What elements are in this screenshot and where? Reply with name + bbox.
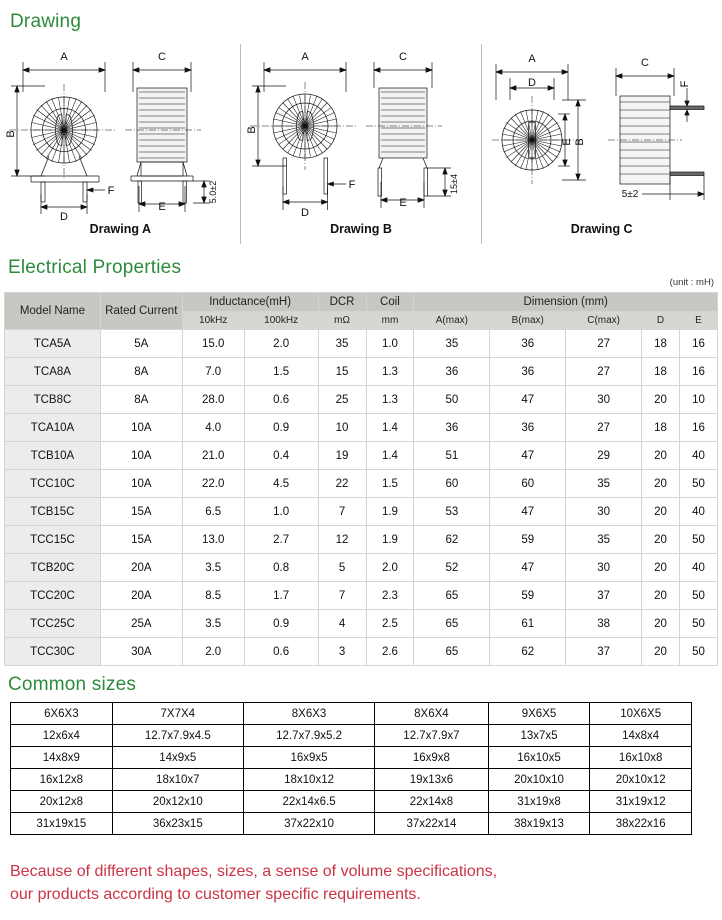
- cell-inductance-10khz: 13.0: [182, 526, 244, 554]
- cell-dim-e: 50: [679, 526, 717, 554]
- cell-dim-a: 53: [414, 498, 490, 526]
- common-sizes-table: [10, 702, 692, 835]
- cell-dim-d: 18: [642, 358, 680, 386]
- cell-dim-c: 38: [566, 610, 642, 638]
- col-dim-a: A(max): [414, 312, 490, 330]
- cell-dim-b: 47: [490, 442, 566, 470]
- common-size-cell: 36x23x15: [112, 813, 243, 835]
- common-size-cell: 38x22x16: [590, 813, 692, 835]
- cell-coil: 1.0: [366, 330, 414, 358]
- cell-model-name: TCC25C: [5, 610, 101, 638]
- common-size-cell: 22x14x6.5: [243, 791, 374, 813]
- cell-dim-d: 20: [642, 638, 680, 666]
- drawing-section-title: Drawing: [10, 11, 82, 32]
- cell-inductance-100khz: 2.7: [244, 526, 318, 554]
- cell-dim-a: 62: [414, 526, 490, 554]
- dim-label-f: F: [679, 80, 691, 88]
- cell-inductance-100khz: 0.6: [244, 386, 318, 414]
- common-size-cell: 8X6X3: [243, 703, 374, 725]
- cell-dim-c: 30: [566, 554, 642, 582]
- cell-model-name: TCA5A: [5, 330, 101, 358]
- cell-coil: 1.3: [366, 358, 414, 386]
- cell-inductance-100khz: 1.7: [244, 582, 318, 610]
- cell-dim-b: 59: [490, 526, 566, 554]
- cell-coil: 2.6: [366, 638, 414, 666]
- common-size-cell: 16x10x8: [590, 747, 692, 769]
- dim-label-d: D: [60, 211, 68, 223]
- common-size-cell: 20x12x8: [11, 791, 113, 813]
- cell-dim-e: 50: [679, 470, 717, 498]
- col-dim-b: B(max): [490, 312, 566, 330]
- cell-rated-current: 20A: [100, 582, 182, 610]
- cell-dim-d: 20: [642, 470, 680, 498]
- common-sizes-body: [11, 703, 692, 835]
- cell-inductance-10khz: 15.0: [182, 330, 244, 358]
- table-row: [5, 610, 718, 638]
- common-size-cell: 12.7x7.9x4.5: [112, 725, 243, 747]
- common-sizes-row: [11, 747, 692, 769]
- common-sizes-table-wrap: [10, 702, 692, 835]
- cell-dim-a: 50: [414, 386, 490, 414]
- cell-dim-a: 51: [414, 442, 490, 470]
- cell-dim-d: 20: [642, 582, 680, 610]
- electrical-properties-table: [4, 292, 718, 666]
- common-size-cell: 20x10x10: [488, 769, 590, 791]
- common-sizes-row: [11, 769, 692, 791]
- common-sizes-row: [11, 703, 692, 725]
- common-size-cell: 12.7x7.9x7: [375, 725, 488, 747]
- cell-dim-e: 50: [679, 610, 717, 638]
- common-size-cell: 10X6X5: [590, 703, 692, 725]
- cell-inductance-10khz: 2.0: [182, 638, 244, 666]
- col-model-name: Model Name: [5, 293, 101, 330]
- cell-dcr: 7: [318, 582, 366, 610]
- common-size-cell: 19x13x6: [375, 769, 488, 791]
- cell-model-name: TCB10A: [5, 442, 101, 470]
- cell-rated-current: 10A: [100, 470, 182, 498]
- cell-coil: 2.0: [366, 554, 414, 582]
- cell-dim-c: 30: [566, 386, 642, 414]
- cell-dim-e: 16: [679, 414, 717, 442]
- common-sizes-row: [11, 813, 692, 835]
- cell-coil: 2.5: [366, 610, 414, 638]
- common-size-cell: 12.7x7.9x5.2: [243, 725, 374, 747]
- cell-model-name: TCB8C: [5, 386, 101, 414]
- cell-inductance-10khz: 8.5: [182, 582, 244, 610]
- cell-inductance-10khz: 21.0: [182, 442, 244, 470]
- cell-dcr: 22: [318, 470, 366, 498]
- cell-dim-b: 60: [490, 470, 566, 498]
- col-coil: Coil: [366, 293, 414, 312]
- cell-dim-b: 47: [490, 498, 566, 526]
- common-size-cell: 38x19x13: [488, 813, 590, 835]
- cell-rated-current: 8A: [100, 386, 182, 414]
- common-size-cell: 16x12x8: [11, 769, 113, 791]
- common-sizes-row: [11, 791, 692, 813]
- cell-model-name: TCC10C: [5, 470, 101, 498]
- common-size-cell: 16x9x5: [243, 747, 374, 769]
- cell-coil: 1.9: [366, 498, 414, 526]
- cell-dcr: 10: [318, 414, 366, 442]
- col-dcr-unit: mΩ: [318, 312, 366, 330]
- common-size-cell: 16x9x8: [375, 747, 488, 769]
- drawing-b-cell: [240, 44, 481, 244]
- dim-label-a: A: [60, 51, 68, 63]
- drawing-captions-row: [0, 222, 722, 240]
- cell-dcr: 3: [318, 638, 366, 666]
- cell-rated-current: 10A: [100, 442, 182, 470]
- common-size-cell: 20x10x12: [590, 769, 692, 791]
- footer-line-2: our products according to customer specific requirements.: [10, 886, 421, 904]
- cell-inductance-10khz: 3.5: [182, 610, 244, 638]
- cell-inductance-100khz: 1.5: [244, 358, 318, 386]
- cell-dim-e: 16: [679, 358, 717, 386]
- cell-dim-b: 36: [490, 330, 566, 358]
- common-size-cell: 13x7x5: [488, 725, 590, 747]
- cell-inductance-10khz: 3.5: [182, 554, 244, 582]
- cell-dim-a: 36: [414, 358, 490, 386]
- col-dim-e: E: [679, 312, 717, 330]
- cell-coil: 1.4: [366, 414, 414, 442]
- common-sizes-title: Common sizes: [8, 674, 137, 695]
- cell-dim-d: 18: [642, 414, 680, 442]
- common-size-cell: 14x8x4: [590, 725, 692, 747]
- footer-line-1: Because of different shapes, sizes, a sense of volume specifications,: [10, 863, 498, 880]
- cell-model-name: TCB20C: [5, 554, 101, 582]
- cell-rated-current: 15A: [100, 526, 182, 554]
- dim-label-d: D: [301, 207, 309, 219]
- cell-dim-c: 30: [566, 498, 642, 526]
- drawing-a-cell: [0, 44, 240, 244]
- cell-model-name: TCC20C: [5, 582, 101, 610]
- table-row: [5, 638, 718, 666]
- cell-dim-e: 50: [679, 638, 717, 666]
- cell-inductance-100khz: 0.9: [244, 414, 318, 442]
- cell-dim-c: 35: [566, 470, 642, 498]
- cell-dim-e: 40: [679, 498, 717, 526]
- cell-dim-a: 65: [414, 582, 490, 610]
- unit-note: (unit : mH): [669, 277, 714, 288]
- cell-inductance-100khz: 0.4: [244, 442, 318, 470]
- cell-model-name: TCC30C: [5, 638, 101, 666]
- cell-dim-a: 52: [414, 554, 490, 582]
- dim-label-e: E: [158, 201, 166, 213]
- col-coil-unit: mm: [366, 312, 414, 330]
- cell-coil: 1.4: [366, 442, 414, 470]
- common-size-cell: 31x19x15: [11, 813, 113, 835]
- drawing-b-figure: [246, 44, 476, 224]
- common-size-cell: 22x14x8: [375, 791, 488, 813]
- cell-rated-current: 20A: [100, 554, 182, 582]
- table-row: [5, 358, 718, 386]
- electrical-properties-table-wrap: [4, 292, 718, 666]
- cell-inductance-10khz: 6.5: [182, 498, 244, 526]
- col-dim-d: D: [642, 312, 680, 330]
- cell-dcr: 15: [318, 358, 366, 386]
- footer-note: [10, 860, 710, 906]
- table-row: [5, 554, 718, 582]
- cell-dim-c: 37: [566, 638, 642, 666]
- cell-rated-current: 15A: [100, 498, 182, 526]
- cell-dim-d: 20: [642, 386, 680, 414]
- dim-label-b: B: [246, 126, 258, 134]
- cell-dcr: 19: [318, 442, 366, 470]
- cell-inductance-100khz: 0.6: [244, 638, 318, 666]
- cell-inductance-100khz: 1.0: [244, 498, 318, 526]
- cell-dim-b: 47: [490, 386, 566, 414]
- col-rated-current: Rated Current: [100, 293, 182, 330]
- cell-dim-a: 36: [414, 414, 490, 442]
- cell-dim-e: 40: [679, 554, 717, 582]
- table-body: [5, 330, 718, 666]
- dim-label-e: E: [561, 138, 573, 146]
- cell-dim-b: 62: [490, 638, 566, 666]
- cell-dim-a: 65: [414, 638, 490, 666]
- dim-label-a: A: [528, 53, 536, 65]
- drawing-a-caption: Drawing A: [89, 222, 152, 236]
- col-dimension: Dimension (mm): [414, 293, 718, 312]
- common-size-cell: 12x6x4: [11, 725, 113, 747]
- cell-dim-b: 47: [490, 554, 566, 582]
- cell-dim-a: 65: [414, 610, 490, 638]
- common-size-cell: 18x10x12: [243, 769, 374, 791]
- cell-dim-d: 20: [642, 442, 680, 470]
- col-dcr: DCR: [318, 293, 366, 312]
- col-inductance-10khz: 10kHz: [182, 312, 244, 330]
- table-head: [5, 293, 718, 330]
- cell-inductance-100khz: 2.0: [244, 330, 318, 358]
- col-dim-c: C(max): [566, 312, 642, 330]
- lead-note-c: 5±2: [621, 189, 639, 200]
- cell-rated-current: 8A: [100, 358, 182, 386]
- drawing-b-caption: Drawing B: [330, 222, 392, 236]
- cell-inductance-100khz: 0.8: [244, 554, 318, 582]
- cell-inductance-10khz: 22.0: [182, 470, 244, 498]
- drawing-a-figure: [5, 44, 235, 224]
- cell-rated-current: 10A: [100, 414, 182, 442]
- common-size-cell: 7X7X4: [112, 703, 243, 725]
- common-size-cell: 37x22x10: [243, 813, 374, 835]
- cell-rated-current: 5A: [100, 330, 182, 358]
- cell-coil: 1.9: [366, 526, 414, 554]
- cell-dim-e: 50: [679, 582, 717, 610]
- dim-label-e: E: [399, 197, 407, 209]
- common-size-cell: 20x12x10: [112, 791, 243, 813]
- cell-dim-a: 60: [414, 470, 490, 498]
- cell-inductance-100khz: 0.9: [244, 610, 318, 638]
- cell-model-name: TCA10A: [5, 414, 101, 442]
- cell-inductance-100khz: 4.5: [244, 470, 318, 498]
- cell-coil: 2.3: [366, 582, 414, 610]
- common-size-cell: 31x19x12: [590, 791, 692, 813]
- cell-dim-d: 18: [642, 330, 680, 358]
- cell-dcr: 25: [318, 386, 366, 414]
- cell-dim-c: 27: [566, 330, 642, 358]
- drawing-c-cell: [481, 44, 722, 244]
- dim-label-a: A: [301, 51, 309, 63]
- cell-model-name: TCB15C: [5, 498, 101, 526]
- cell-dim-d: 20: [642, 610, 680, 638]
- electrical-properties-title: Electrical Properties: [8, 257, 182, 278]
- cell-dim-e: 10: [679, 386, 717, 414]
- cell-model-name: TCC15C: [5, 526, 101, 554]
- dim-label-c: C: [399, 51, 407, 63]
- dim-label-d: D: [528, 77, 536, 89]
- table-row: [5, 442, 718, 470]
- common-size-cell: 14x9x5: [112, 747, 243, 769]
- common-size-cell: 18x10x7: [112, 769, 243, 791]
- cell-dim-c: 27: [566, 414, 642, 442]
- table-row: [5, 470, 718, 498]
- common-size-cell: 9X6X5: [488, 703, 590, 725]
- lead-note-a: 5.0±2: [208, 180, 218, 204]
- drawing-c-caption: Drawing C: [570, 222, 633, 236]
- cell-dim-c: 35: [566, 526, 642, 554]
- table-row: [5, 582, 718, 610]
- cell-dcr: 7: [318, 498, 366, 526]
- cell-dcr: 35: [318, 330, 366, 358]
- dim-label-b: B: [5, 130, 17, 138]
- cell-dim-a: 35: [414, 330, 490, 358]
- cell-dcr: 4: [318, 610, 366, 638]
- dim-label-c: C: [158, 51, 166, 63]
- table-row: [5, 498, 718, 526]
- cell-dim-d: 20: [642, 526, 680, 554]
- cell-dim-e: 40: [679, 442, 717, 470]
- header-row-1: [5, 293, 718, 312]
- cell-inductance-10khz: 28.0: [182, 386, 244, 414]
- table-row: [5, 526, 718, 554]
- cell-dim-d: 20: [642, 554, 680, 582]
- drawing-c-figure: [482, 44, 722, 224]
- cell-rated-current: 25A: [100, 610, 182, 638]
- common-size-cell: 6X6X3: [11, 703, 113, 725]
- cell-dim-c: 37: [566, 582, 642, 610]
- cell-inductance-10khz: 4.0: [182, 414, 244, 442]
- dim-label-f: F: [348, 179, 356, 191]
- cell-coil: 1.5: [366, 470, 414, 498]
- cell-dim-b: 59: [490, 582, 566, 610]
- common-size-cell: 8X6X4: [375, 703, 488, 725]
- cell-dim-b: 61: [490, 610, 566, 638]
- cell-dim-b: 36: [490, 358, 566, 386]
- cell-dim-c: 27: [566, 358, 642, 386]
- common-size-cell: 37x22x14: [375, 813, 488, 835]
- col-inductance: Inductance(mH): [182, 293, 318, 312]
- dim-label-c: C: [641, 57, 649, 69]
- table-row: [5, 330, 718, 358]
- cell-dcr: 5: [318, 554, 366, 582]
- cell-rated-current: 30A: [100, 638, 182, 666]
- cell-model-name: TCA8A: [5, 358, 101, 386]
- lead-note-b: 15±4: [449, 174, 459, 194]
- cell-dcr: 12: [318, 526, 366, 554]
- cell-coil: 1.3: [366, 386, 414, 414]
- common-size-cell: 14x8x9: [11, 747, 113, 769]
- drawings-row: [0, 44, 722, 244]
- cell-inductance-10khz: 7.0: [182, 358, 244, 386]
- dim-label-f: F: [107, 185, 115, 197]
- cell-dim-c: 29: [566, 442, 642, 470]
- cell-dim-b: 36: [490, 414, 566, 442]
- table-row: [5, 414, 718, 442]
- common-size-cell: 31x19x8: [488, 791, 590, 813]
- common-sizes-row: [11, 725, 692, 747]
- table-row: [5, 386, 718, 414]
- cell-dim-e: 16: [679, 330, 717, 358]
- col-inductance-100khz: 100kHz: [244, 312, 318, 330]
- cell-dim-d: 20: [642, 498, 680, 526]
- common-size-cell: 16x10x5: [488, 747, 590, 769]
- dim-label-b: B: [574, 138, 586, 146]
